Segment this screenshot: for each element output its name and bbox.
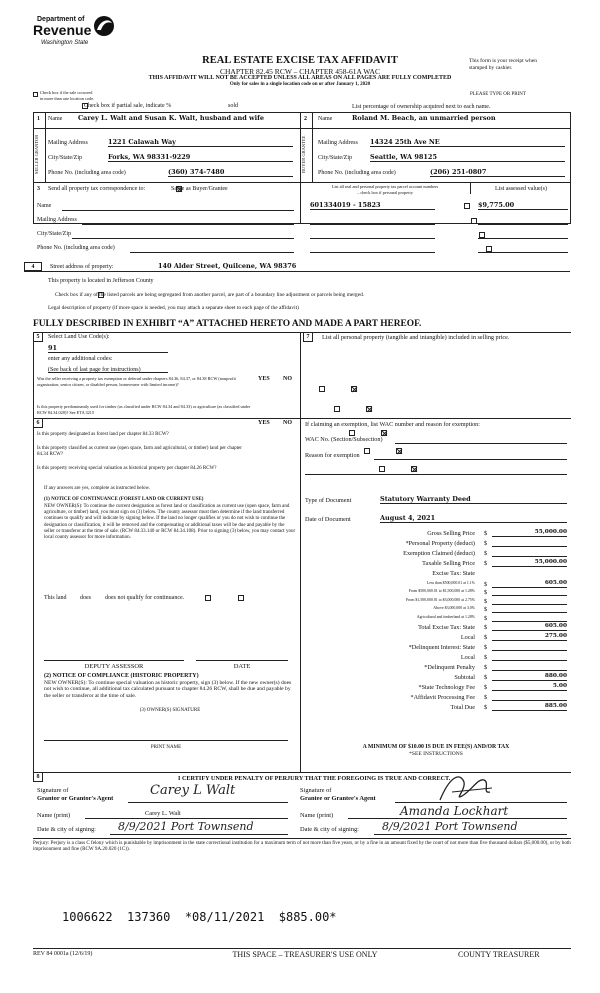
- dollar-sign: $: [484, 684, 488, 692]
- section7-label: List all personal property (tangible and intangible) included in selling price.: [322, 334, 510, 341]
- check-multi-1: Check box if the sale occurred: [40, 90, 93, 95]
- tax-total-row-label: Total Due: [450, 704, 475, 712]
- buyer-name: Roland M. Beach, an unmarried person: [352, 114, 496, 122]
- dollar-sign: $: [484, 540, 488, 548]
- seller-city: Forks, WA 98331-9229: [108, 153, 293, 162]
- corr-phone-label: Phone No. (including area code): [37, 245, 115, 251]
- dor-swoosh-icon: [91, 14, 117, 38]
- tax-total-row-value: [492, 693, 567, 701]
- sold-label: sold: [228, 103, 239, 109]
- doc-type: Statutory Warranty Deed: [380, 495, 567, 504]
- exempt-label: If claiming an exemption, list WAC number and reason for exemption:: [305, 421, 480, 428]
- parcel-personal-checkbox-2[interactable]: [471, 218, 477, 224]
- dollar-sign: $: [484, 606, 488, 614]
- tax-row-value: [492, 539, 567, 547]
- seller-mail: 1221 Calawah Way: [108, 138, 293, 147]
- tax-total-row-label: Total Excise Tax: State: [418, 623, 475, 631]
- dollar-sign: $: [484, 597, 488, 605]
- doc-type-label: Type of Document: [305, 497, 352, 504]
- dollar-sign: $: [484, 704, 488, 712]
- perjury-notice: Perjury: Perjury is a class C felony which is punishable by imprisonment in the state correctional institution for a maximum term of not more than five years, or by a fine in an amount fixed by the court of not more than five thousand dollars ($5,000.00), or by both imprisonment and fine (RCW 9A.20.020 (1C)).: [33, 840, 571, 852]
- notice1-title: (1) NOTICE OF CONTINUANCE (FOREST LAND OR CURRENT USE): [44, 497, 204, 502]
- receipt-note-1: This form is your receipt when: [469, 58, 537, 64]
- q6-1: Is this property designated as forest land per chapter 84.33 RCW?: [37, 432, 169, 437]
- tax-row-label: Taxable Selling Price: [422, 560, 475, 568]
- dollar-sign: $: [484, 560, 488, 568]
- buyer-name-label: Name: [318, 116, 333, 122]
- section3-label: Send all property tax correspondence to:: [48, 186, 146, 192]
- tax-total-row-value: 605.00: [492, 623, 567, 631]
- section3-num: 3: [37, 186, 40, 192]
- tax-bracket-row-value: 605.00: [492, 580, 567, 588]
- q6-2-no-checkbox[interactable]: [396, 448, 402, 454]
- receipt-note-2: stamped by cashier.: [469, 65, 513, 71]
- certify-statement: I CERTIFY UNDER PENALTY OF PERJURY THAT THE FOREGOING IS TRUE AND CORRECT.: [178, 775, 451, 782]
- q6-3-no-checkbox[interactable]: [411, 466, 417, 472]
- tax-total-row-value: [492, 653, 567, 661]
- tax-bracket-row-value: [492, 597, 567, 605]
- deputy-date: DATE: [233, 663, 251, 670]
- dollar-sign: $: [484, 550, 488, 558]
- notice2-title: (2) NOTICE OF COMPLIANCE (HISTORIC PROPERTY): [44, 673, 199, 679]
- q6-3-yes-checkbox[interactable]: [379, 466, 385, 472]
- dollar-sign: $: [484, 530, 488, 537]
- buyer-city-label: City/State/Zip: [318, 155, 352, 161]
- grantee-date-city: 8/9/2021 Port Townsend: [382, 820, 518, 833]
- corr-mail-label: Mailing Address: [37, 217, 77, 223]
- buyer-side-label: BUYER GRANTEE: [301, 135, 306, 173]
- tax-row-value: 55,000.00: [492, 559, 567, 567]
- doc-date: August 4, 2021: [380, 514, 567, 523]
- grantor-date-label: Date & city of signing:: [37, 826, 96, 833]
- grantor-date-city: 8/9/2021 Port Townsend: [118, 820, 254, 833]
- owner-signature-label: (3) OWNER(S) SIGNATURE: [139, 708, 201, 713]
- grantee-date-label: Date & city of signing:: [300, 826, 359, 833]
- q-no-header-2: NO: [283, 420, 292, 426]
- tax-total-row-value: 5.00: [492, 683, 567, 691]
- reason-label: Reason for exemption: [305, 452, 360, 459]
- tax-total-row-label: *State Technology Fee: [418, 684, 475, 692]
- seller-phone-label: Phone No. (including area code): [48, 170, 126, 176]
- tax-bracket-row-label: From $1,500,000.01 to $3,000,000 at 2.75%: [405, 597, 475, 602]
- dollar-sign: $: [484, 623, 488, 631]
- section8-num: 8: [33, 772, 43, 782]
- seller-side-label: SELLER GRANTOR: [34, 134, 39, 174]
- same-as-buyer-label: Same as Buyer/Grantee: [171, 186, 228, 192]
- land-use-label: Select Land Use Code(s):: [48, 334, 110, 340]
- form-warning: THIS AFFIDAVIT WILL NOT BE ACCEPTED UNLESS ALL AREAS ON ALL PAGES ARE FULLY COMPLETED: [148, 75, 452, 81]
- seller-name: Carey L. Walt and Susan K. Walt, husband and wife: [78, 114, 265, 122]
- list-pct-label: List percentage of ownership acquired next to each name.: [352, 104, 491, 110]
- form-title: REAL ESTATE EXCISE TAX AFFIDAVIT: [202, 55, 398, 66]
- tax-total-row-label: *Delinquent Penalty: [424, 663, 475, 671]
- q5-2: Is this property predominantly used for timber (as classified under RCW 84.34 and 84.33) or agriculture (as classified under RCW 84.34.020)? See ETA 3215: [37, 404, 251, 415]
- dollar-sign: $: [484, 643, 488, 651]
- tax-row-label: *Personal Property (deduct): [405, 540, 475, 548]
- grantor-name-label: Name (print): [37, 812, 71, 819]
- form-subtitle: CHAPTER 82.45 RCW – CHAPTER 458-61A WAC: [220, 67, 380, 76]
- land-use-code: 91: [48, 344, 168, 353]
- tax-total-row-label: Local: [460, 633, 475, 641]
- treasurer-use-only: THIS SPACE – TREASURER'S USE ONLY: [232, 950, 378, 959]
- additional-codes: enter any additional codes:: [48, 356, 113, 362]
- tax-row-label: Exemption Claimed (deduct): [403, 550, 475, 558]
- q-no-header-1: NO: [283, 376, 292, 382]
- tax-bracket-row-label: Above $3,000,000 at 3.0%: [433, 606, 475, 611]
- q5-2-yes-checkbox[interactable]: [334, 406, 340, 412]
- tax-total-row-label: Subtotal: [454, 674, 475, 681]
- buyer-phone: (206) 251-0807: [430, 168, 565, 177]
- parcel-personal-checkbox-1[interactable]: [464, 203, 470, 209]
- q6-2-yes-checkbox[interactable]: [364, 448, 370, 454]
- tax-bracket-row-label: Agricultural and timberland at 1.28%: [416, 614, 475, 619]
- buyer-city: Seattle, WA 98125: [370, 153, 565, 162]
- segregated-label: Check box if any of the listed parcels are being segregated from another parcel, are part of a boundary line adjustment or parcels being merged.: [55, 292, 365, 298]
- does-not-checkbox[interactable]: [238, 595, 244, 601]
- legal-label: Legal description of property (if more space is needed, you may attach a separate sheet to each page of the affidavit): [48, 305, 299, 311]
- grantor-signature: Carey L Walt: [150, 783, 236, 798]
- minimum-fee-note: A MINIMUM OF $10.00 IS DUE IN FEE(S) AND/OR TAX: [362, 744, 510, 750]
- doc-date-label: Date of Document: [305, 516, 351, 523]
- parcel-header-2: – check box if personal property: [357, 190, 413, 195]
- tax-total-row-value: [492, 663, 567, 671]
- seller-phone: (360) 374-7480: [168, 168, 293, 177]
- property-address: 140 Alder Street, Quilcene, WA 98376: [158, 262, 297, 270]
- tax-row-label: Gross Selling Price: [427, 530, 475, 537]
- fully-described: FULLY DESCRIBED IN EXHIBIT “A” ATTACHED HERETO AND MADE A PART HEREOF.: [33, 319, 422, 329]
- seller-mail-label: Mailing Address: [48, 140, 88, 146]
- corr-name-label: Name: [37, 203, 52, 209]
- logo-line2: Revenue: [33, 22, 92, 38]
- deputy-assessor: DEPUTY ASSESSOR: [84, 663, 144, 670]
- section6-num: 6: [33, 418, 43, 428]
- tax-total-row-value: 880.00: [492, 673, 567, 681]
- tax-row-value: 55,000.00: [492, 529, 567, 537]
- county-treasurer: COUNTY TREASURER: [458, 950, 540, 959]
- dollar-sign: $: [484, 589, 488, 597]
- does-label: does: [80, 595, 91, 601]
- grantor-name: Carey L. Walt: [145, 810, 181, 817]
- form-number: REV 84 0001a (12/6/19): [33, 951, 93, 957]
- wac-label: WAC No. (Section/Subsection): [305, 436, 383, 443]
- see-instructions: *SEE INSTRUCTIONS: [409, 751, 463, 757]
- please-type: PLEASE TYPE OR PRINT: [470, 92, 526, 97]
- county-line: This property is located in Jefferson County: [48, 278, 154, 284]
- parcel-header-1: List all real and personal property tax parcel account numbers: [331, 184, 439, 189]
- grantee-sig-label-2: Grantee or Grantee's Agent: [300, 795, 376, 802]
- seller-name-label: Name: [48, 116, 63, 122]
- tax-total-row-label: *Delinquent Interest: State: [408, 643, 475, 651]
- notice1-body: NEW OWNER(S): To continue the current designation as forest land or classification as current use (open space, farm and agriculture, or timber) land, you must sign on (3) below. The county assessor must then determine if the land transferred continues to qualify and will indicate by signing below. If the land no longer qualifies or you do not wish to continue the designation or classification, it will be removed and the compensating or additional taxes will be due and payable by the seller or transferor at the time of sale. (RCW 84.33.140 or RCW 84.34.108). Prior to signing (3) below, you may contact your local county assessor for more information.: [44, 504, 296, 541]
- buyer-phone-label: Phone No. (including area code): [318, 170, 396, 176]
- logo-line1: Department of: [37, 16, 85, 23]
- tax-total-row-value: [492, 643, 567, 651]
- tax-bracket-row-value: [492, 588, 567, 596]
- grantor-sig-label-2: Grantor or Grantor's Agent: [37, 795, 114, 802]
- treasurer-stamp: 1006622 137360 *08/11/2021 $885.00*: [62, 910, 337, 924]
- section2-num: 2: [304, 116, 307, 122]
- multi-location-checkbox[interactable]: [33, 92, 38, 97]
- q5-1-yes-checkbox[interactable]: [319, 386, 325, 392]
- does-not-label: does not qualify for continuance.: [105, 595, 185, 601]
- dollar-sign: $: [484, 674, 488, 681]
- dollar-sign: $: [484, 653, 488, 661]
- q6-3: Is this property receiving special valuation as historical property per chapter 84.26 RCW?: [37, 466, 217, 471]
- grantee-name-label: Name (print): [300, 812, 334, 819]
- parcel-number: 601334019 - 15823: [310, 201, 435, 210]
- section5-num: 5: [33, 332, 43, 342]
- tax-row-value: [492, 549, 567, 557]
- dollar-sign: $: [484, 663, 488, 671]
- tax-bracket-row-label: Less than $500,000.01 at 1.1%: [426, 580, 475, 585]
- tax-total-row-label: Local: [460, 653, 475, 661]
- q5-1-no-checkbox[interactable]: [351, 386, 357, 392]
- assessed-header: List assessed value(s): [495, 186, 547, 192]
- tax-bracket-row-value: [492, 605, 567, 613]
- only-for-sales: Only for sales in a single location code on or after January 1, 2020: [229, 82, 371, 87]
- q-yes-header-2: YES: [258, 420, 270, 426]
- section4-num: 4: [24, 262, 42, 271]
- grantee-name: Amanda Lockhart: [400, 804, 509, 818]
- tax-bracket-row-value: [492, 614, 567, 622]
- excise-header: Excise Tax: State: [432, 570, 475, 578]
- see-back: (See back of last page for instructions): [48, 367, 141, 373]
- section1-num: 1: [37, 116, 40, 122]
- seller-city-label: City/State/Zip: [48, 155, 82, 161]
- buyer-mail: 14324 25th Ave NE: [370, 138, 565, 147]
- tax-total-row-value: 275.00: [492, 633, 567, 641]
- check-partial: Check box if partial sale, indicate %: [84, 103, 172, 109]
- logo-line3: Washington State: [41, 40, 89, 46]
- grantor-sig-label-1: Signature of: [37, 787, 69, 794]
- tax-bracket-row-label: From $500,000.01 to $1,500,000 at 1.28%: [408, 589, 475, 594]
- does-checkbox[interactable]: [205, 595, 211, 601]
- q6-2: Is this property classified as current use (open space, farm and agricultural, or timber) land per chapter 84.34 RCW?: [37, 446, 242, 457]
- dollar-sign: $: [484, 614, 488, 622]
- tax-total-row-label: *Affidavit Processing Fee: [410, 694, 475, 702]
- dollar-sign: $: [484, 633, 488, 641]
- section7-num: 7: [303, 332, 313, 342]
- assessed-value: $9,775.00: [478, 201, 568, 210]
- print-name-label: PRINT NAME: [150, 745, 182, 750]
- grantee-sig-label-1: Signature of: [300, 787, 332, 794]
- corr-city-label: City/State/Zip: [37, 231, 71, 237]
- q5-1: Was the seller receiving a property tax exemption or deferral under chapters 84.36, 84.37, or 84.38 RCW (nonprofit organization, senior citizen, or disabled person, homeowner with limited income)?: [37, 376, 236, 387]
- buyer-mail-label: Mailing Address: [318, 140, 358, 146]
- dollar-sign: $: [484, 580, 488, 588]
- dollar-sign: $: [484, 694, 488, 702]
- tax-total-row-value: 885.00: [492, 703, 567, 711]
- dor-logo: [33, 12, 123, 54]
- this-land: This land: [44, 595, 67, 601]
- if-yes-note: If any answers are yes, complete as instructed below.: [44, 486, 151, 491]
- q-yes-header-1: YES: [258, 376, 270, 382]
- q5-2-no-checkbox[interactable]: [366, 406, 372, 412]
- section4-label: Street address of property:: [50, 264, 114, 270]
- check-multi-2: in more than one location code.: [40, 96, 95, 101]
- notice2-body: NEW OWNER(S): To continue special valuation as historic property, sign (3) below. If the new owner(s) does not wish to continue, all additional tax calculated pursuant to chapter 84.26 RCW, shall be due and payable by the seller or transferor at the time of sale.: [44, 680, 292, 699]
